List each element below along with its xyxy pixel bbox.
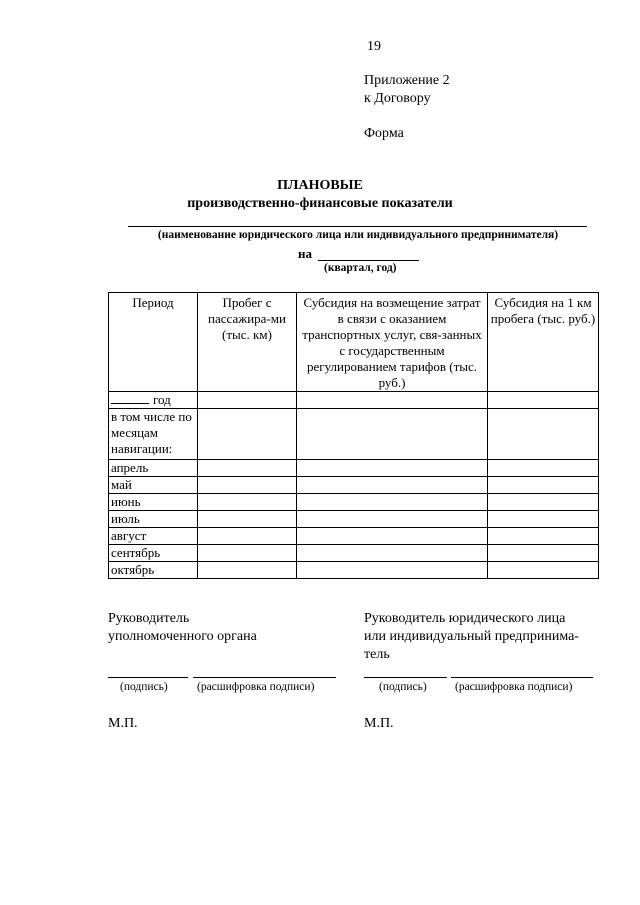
year-cell: [109, 392, 198, 409]
table-cell: [198, 545, 297, 562]
table-cell: [198, 494, 297, 511]
indicators-table: [108, 292, 599, 579]
entity-caption: (наименование юридического лица или индивидуального предпринимателя): [157, 229, 559, 241]
table-cell: [488, 562, 599, 579]
month-label: июль: [109, 511, 198, 528]
left-signatory-line-1: Руководитель: [108, 611, 190, 626]
table-cell: [297, 392, 488, 409]
header-mileage: Пробег с пассажира-ми (тыс. км): [198, 293, 297, 392]
annex-line-1: Приложение 2: [364, 73, 450, 88]
table-cell: [198, 562, 297, 579]
table-cell: [488, 460, 599, 477]
left-signature-caption: (подпись): [120, 681, 168, 693]
month-label: октябрь: [109, 562, 198, 579]
right-decoding-caption: (расшифровка подписи): [455, 681, 573, 693]
left-signatory-line-2: уполномоченного органа: [108, 629, 257, 644]
right-signature-caption: (подпись): [379, 681, 427, 693]
table-cell: [297, 477, 488, 494]
table-cell: [297, 545, 488, 562]
table-row: [109, 511, 599, 528]
month-label: август: [109, 528, 198, 545]
table-cell: [488, 477, 599, 494]
right-signatory-line-1: Руководитель юридического лица: [364, 611, 566, 626]
page-number: 19: [367, 39, 381, 54]
left-decoding-line: [193, 677, 336, 678]
table-row: [109, 477, 599, 494]
table-cell: [297, 528, 488, 545]
left-signatory: [108, 610, 257, 646]
month-label: май: [109, 477, 198, 494]
table-cell: [488, 494, 599, 511]
right-signatory: [364, 610, 604, 664]
table-cell: [198, 460, 297, 477]
table-cell: [488, 528, 599, 545]
annex-line-2: к Договору: [364, 91, 431, 106]
table-cell: [297, 562, 488, 579]
period-prefix: на: [298, 246, 312, 261]
right-stamp-place: М.П.: [364, 716, 394, 731]
right-decoding-line: [451, 677, 593, 678]
header-period: Период: [109, 293, 198, 392]
period-line: [318, 260, 419, 261]
year-label: год: [153, 392, 171, 407]
table-cell: [297, 494, 488, 511]
table-cell: [198, 528, 297, 545]
table-cell: [198, 477, 297, 494]
table-cell: [297, 409, 488, 460]
month-label: сентябрь: [109, 545, 198, 562]
table-cell: [488, 545, 599, 562]
year-blank-line: [111, 393, 149, 404]
table-row: [109, 545, 599, 562]
table-row: [109, 460, 599, 477]
table-cell: [488, 511, 599, 528]
table-row: [109, 392, 599, 409]
left-signature-line: [108, 677, 188, 678]
left-stamp-place: М.П.: [108, 716, 138, 731]
form-label: Форма: [364, 126, 404, 141]
table-cell: [297, 460, 488, 477]
table-row: [109, 409, 599, 460]
table-cell: [198, 409, 297, 460]
table-row: [109, 528, 599, 545]
month-label: июнь: [109, 494, 198, 511]
header-subsidy-per-km: Субсидия на 1 км пробега (тыс. руб.): [488, 293, 599, 392]
document-subtitle: производственно-финансовые показатели: [187, 196, 453, 211]
right-signature-line: [364, 677, 447, 678]
table-header-row: [109, 293, 599, 392]
right-signatory-line-2: или индивидуальный предпринима-: [364, 629, 579, 644]
table-row: [109, 494, 599, 511]
subtotal-label: в том числе по месяцам навигации:: [109, 409, 198, 460]
right-signatory-line-3: тель: [364, 647, 390, 662]
document-title: ПЛАНОВЫЕ: [277, 178, 363, 193]
entity-name-line: [128, 226, 587, 227]
left-decoding-caption: (расшифровка подписи): [197, 681, 315, 693]
table-cell: [297, 511, 488, 528]
month-label: апрель: [109, 460, 198, 477]
period-caption: (квартал, год): [324, 262, 397, 274]
table-cell: [198, 511, 297, 528]
table-cell: [198, 392, 297, 409]
header-subsidy: Субсидия на возмещение затрат в связи с оказанием транспортных услуг, свя-занных с государственным регулированием тарифов (тыс. руб.): [297, 293, 488, 392]
table-cell: [488, 392, 599, 409]
annex-reference: [364, 72, 450, 108]
table-row: [109, 562, 599, 579]
table-cell: [488, 409, 599, 460]
